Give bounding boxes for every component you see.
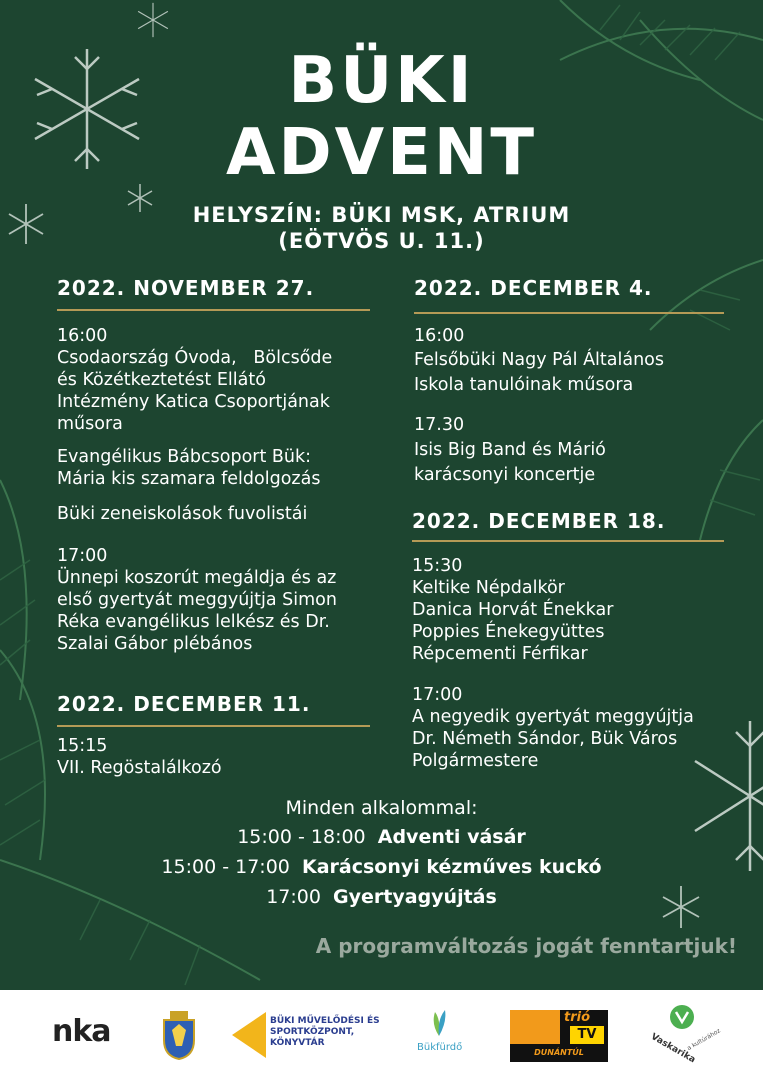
date-heading-nov27: 2022. NOVEMBER 27. xyxy=(57,276,315,300)
trio-tv-orange-block xyxy=(510,1010,560,1044)
title-line-2: ADVENT xyxy=(225,116,538,190)
item-nov27-4-line3: Réka evangélikus lelkész és Dr. xyxy=(57,612,330,632)
disclaimer-note: A programváltozás jogát fenntartjuk! xyxy=(315,934,737,958)
item-dec4-1-line1: Felsőbüki Nagy Pál Általános xyxy=(414,350,664,370)
bukfurdo-logo-text: Bükfürdő xyxy=(417,1042,463,1053)
item-dec18-1-line2: Danica Horvát Énekkar xyxy=(412,600,614,620)
always-row-what: Adventi vásár xyxy=(377,826,526,848)
bukfurdo-leaf-icon xyxy=(427,1008,451,1036)
always-row xyxy=(0,856,763,878)
vaskarika-logo-sub: a kultúrához xyxy=(686,1027,722,1053)
item-nov27-1-line2: és Közétkeztetést Ellátó xyxy=(57,370,266,390)
msk-logo-line: SPORTKÖZPONT, xyxy=(270,1027,355,1037)
date-heading-dec11: 2022. DECEMBER 11. xyxy=(57,692,311,716)
item-dec18-1-line3: Poppies Énekegyüttes xyxy=(412,622,605,642)
msk-logo-icon xyxy=(232,1012,266,1058)
time-dec18-2: 17:00 xyxy=(412,685,463,705)
item-nov27-1-line1: Csodaország Óvoda, Bölcsőde xyxy=(57,348,333,368)
time-nov27-2: 17:00 xyxy=(57,546,108,566)
always-row xyxy=(0,826,763,848)
heading-rule xyxy=(412,540,724,542)
venue-line-2: (EÖTVÖS U. 11.) xyxy=(278,229,485,253)
time-dec4-2: 17.30 xyxy=(414,415,465,435)
always-row-time: 15:00 - 17:00 xyxy=(161,856,290,878)
item-dec18-1-line4: Répcementi Férfikar xyxy=(412,644,588,664)
sponsor-footer xyxy=(0,990,763,1080)
always-row-what: Gyertyagyújtás xyxy=(333,886,497,908)
item-dec18-2-line2: Dr. Németh Sándor, Bük Város xyxy=(412,729,678,749)
item-nov27-4-line1: Ünnepi koszorút megáldja és az xyxy=(57,568,337,588)
trio-tv-top: trió xyxy=(564,1010,591,1025)
item-dec4-2-line1: Isis Big Band és Márió xyxy=(414,440,606,460)
snowflake-icon xyxy=(118,0,188,40)
vaskarika-logo-name: Vaskarika xyxy=(649,1032,697,1066)
item-nov27-4-line2: első gyertyát meggyújtja Simon xyxy=(57,590,337,610)
item-dec11: VII. Regöstalálkozó xyxy=(57,758,222,778)
item-nov27-2-line1: Evangélikus Bábcsoport Bük: xyxy=(57,447,312,467)
time-dec11: 15:15 xyxy=(57,736,108,756)
heading-rule xyxy=(57,725,370,727)
always-row-time: 15:00 - 18:00 xyxy=(237,826,366,848)
coat-of-arms-icon xyxy=(162,1010,196,1060)
item-dec4-1-line2: Iskola tanulóinak műsora xyxy=(414,375,634,395)
item-nov27-1-line4: műsora xyxy=(57,414,123,434)
item-dec4-2-line2: karácsonyi koncertje xyxy=(414,465,596,485)
date-heading-dec4: 2022. DECEMBER 4. xyxy=(414,276,653,300)
msk-logo-line: BÜKI MŰVELŐDÉSI ÉS xyxy=(270,1016,380,1026)
title-line-1: BÜKI xyxy=(288,44,475,118)
item-dec18-2-line1: A negyedik gyertyát meggyújtja xyxy=(412,707,694,727)
trio-tv-logo xyxy=(510,1010,608,1062)
nka-logo: nka xyxy=(52,1014,111,1049)
always-row-time: 17:00 xyxy=(266,886,321,908)
item-nov27-4-line4: Szalai Gábor plébános xyxy=(57,634,253,654)
always-row xyxy=(0,886,763,908)
time-dec4-1: 16:00 xyxy=(414,326,465,346)
msk-logo-line: KÖNYVTÁR xyxy=(270,1038,325,1048)
item-nov27-2-line2: Mária kis szamara feldolgozás xyxy=(57,469,321,489)
item-nov27-1-line3: Intézmény Katica Csoportjának xyxy=(57,392,330,412)
heading-rule xyxy=(57,309,370,311)
msk-logo-text xyxy=(270,1016,380,1049)
time-nov27-1: 16:00 xyxy=(57,326,108,346)
trio-tv-tv: TV xyxy=(570,1026,604,1044)
snowflake-icon xyxy=(690,716,763,876)
heading-rule xyxy=(414,312,724,314)
time-dec18-1: 15:30 xyxy=(412,556,463,576)
item-nov27-3: Büki zeneiskolások fuvolistái xyxy=(57,504,308,524)
vaskarika-logo-icon xyxy=(668,1004,696,1030)
always-label: Minden alkalommal: xyxy=(285,797,478,819)
always-row-what: Karácsonyi kézműves kuckó xyxy=(301,856,602,878)
date-heading-dec18: 2022. DECEMBER 18. xyxy=(412,509,666,533)
item-dec18-1-line1: Keltike Népdalkör xyxy=(412,578,565,598)
trio-tv-bottom: DUNÁNTÚL xyxy=(534,1048,584,1057)
venue-line-1: HELYSZÍN: BÜKI MSK, ATRIUM xyxy=(192,203,571,227)
item-dec18-2-line3: Polgármestere xyxy=(412,751,539,771)
